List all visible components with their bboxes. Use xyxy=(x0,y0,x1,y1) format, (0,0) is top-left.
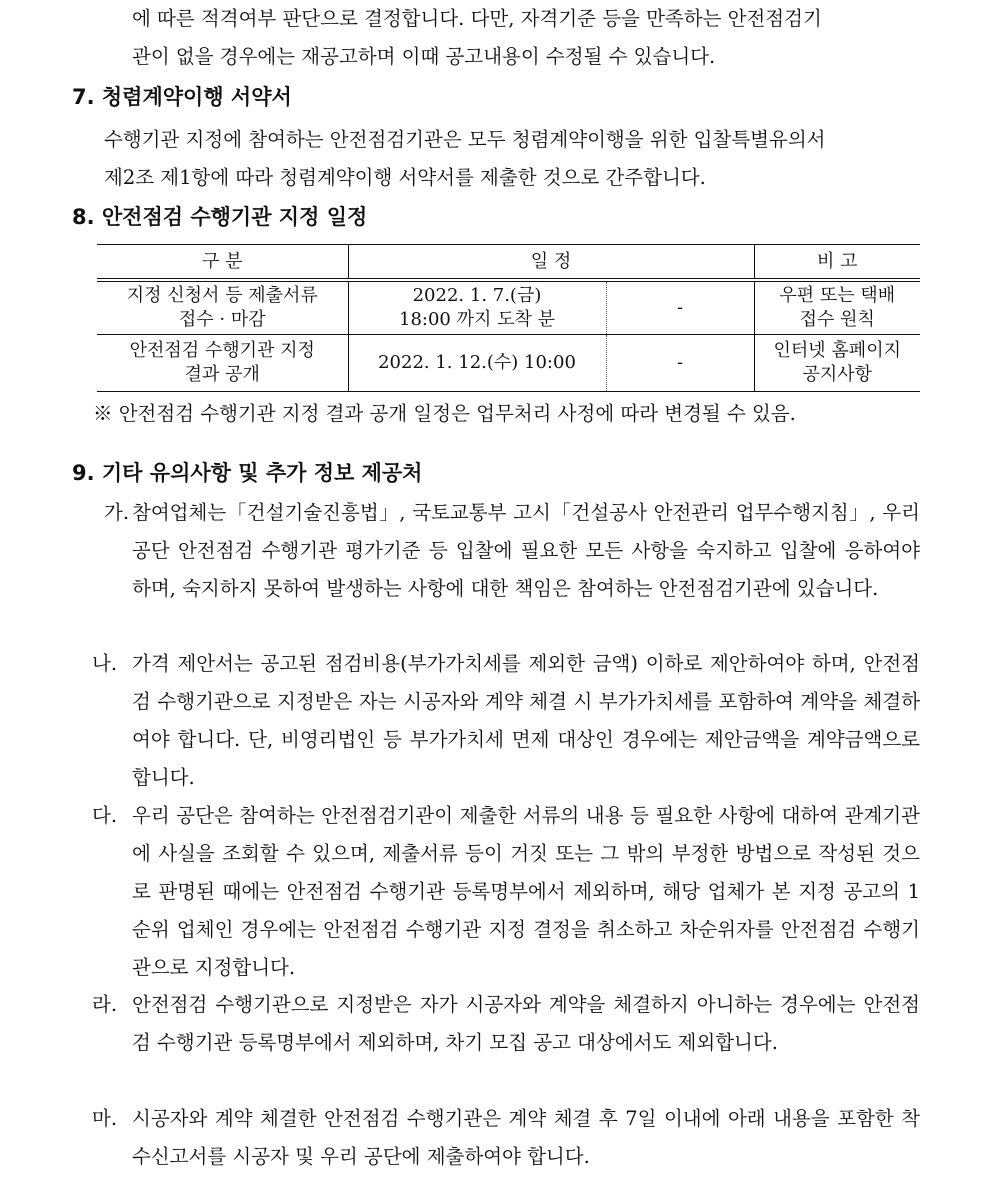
item-na-text: 가격 제안서는 공고된 점검비용(부가가치세를 제외한 금액) 이하로 제안하여야 하며, 안전점검 수행기관으로 지정받은 자는 시공자와 계약 체결 시 부가가치세를 포함하여 계약을 체결하여야 합니다. 단, 비영리법인 등 부가가치세 면제 대상인 경우에는 제안금액을 계약금액으로 합니다. xyxy=(132,652,920,789)
intro-line-2: 관이 없을 경우에는 재공고하며 이때 공고내용이 수정될 수 있습니다. xyxy=(132,45,716,68)
section-9-heading: 9. 기타 유의사항 및 추가 정보 제공처 xyxy=(72,461,423,485)
item-ra-text: 안전점검 수행기관으로 지정받은 자가 시공자와 계약을 체결하지 아니하는 경우에는 안전점검 수행기관 등록명부에서 제외하며, 차기 모집 공고 대상에서도 제외합니다. xyxy=(132,993,920,1054)
item-ra-marker: 라. xyxy=(92,993,118,1016)
section-8-heading: 8. 안전점검 수행기관 지정 일정 xyxy=(72,205,368,229)
row-1-schedule-line-1: 2022. 1. 7.(금) xyxy=(412,285,542,306)
row-1-remarks-line-2: 접수 원칙 xyxy=(799,309,875,330)
item-ga-marker: 가. xyxy=(104,501,130,524)
list-item xyxy=(92,1100,920,1176)
item-ma-text: 시공자와 계약 체결한 안전점검 수행기관은 계약 체결 후 7일 이내에 아래 내용을 포함한 착수신고서를 시공자 및 우리 공단에 제출하여야 합니다. xyxy=(132,1107,920,1168)
row-2-schedule: 2022. 1. 12.(수) 10:00 xyxy=(348,335,606,392)
section-7-line-1: 수행기관 지정에 참여하는 안전점검기관은 모두 청렴계약이행을 위한 입찰특별유의서 xyxy=(104,128,826,151)
row-2-category xyxy=(97,335,348,392)
header-remarks: 비 고 xyxy=(754,245,920,281)
item-ga-text: 참여업체는「건설기술진흥법」, 국토교통부 고시「건설공사 안전관리 업무수행지침」, 우리 공단 안전점검 수행기관 평가기준 등 입찰에 필요한 모든 사항을 숙지하고 입찰에 응하여야 하며, 숙지하지 못하여 발생하는 사항에 대한 책임은 참여하는 안전점검기관에 있습니다. xyxy=(132,501,920,600)
intro-paragraph xyxy=(132,0,922,76)
list-item xyxy=(92,797,920,987)
row-1-category-line-1: 지정 신청서 등 제출서류 xyxy=(126,285,318,306)
header-category: 구 분 xyxy=(97,245,348,281)
list-item xyxy=(92,494,920,608)
item-da-text: 우리 공단은 참여하는 안전점검기관이 제출한 서류의 내용 등 필요한 사항에 대하여 관계기관에 사실을 조회할 수 있으며, 제출서류 등이 거짓 또는 그 밖의 부정한 방법으로 작성된 것으로 판명된 때에는 안전점검 수행기관 등록명부에서 제외하며, 해당 업체가 본 지정 공고의 1순위 업체인 경우에는 안전점검 수행기관 지정 결정을 취소하고 차순위자를 안전점검 수행기관으로 지정합니다. xyxy=(132,804,920,979)
row-1-category-line-2: 접수 · 마감 xyxy=(178,309,266,330)
row-1-category xyxy=(97,280,348,335)
header-schedule: 일 정 xyxy=(348,245,754,281)
row-2-category-line-2: 결과 공개 xyxy=(184,364,260,385)
section-7-paragraph xyxy=(104,121,922,197)
row-1-remarks xyxy=(754,280,920,335)
list-item xyxy=(92,986,920,1062)
section-7-line-2: 제2조 제1항에 따라 청렴계약이행 서약서를 제출한 것으로 간주합니다. xyxy=(104,166,706,189)
row-2-dash: - xyxy=(606,335,754,392)
row-1-dash: - xyxy=(606,280,754,335)
row-2-remarks-line-1: 인터넷 홈페이지 xyxy=(773,340,901,361)
table-row xyxy=(97,280,920,335)
table-row xyxy=(97,335,920,392)
row-2-remarks xyxy=(754,335,920,392)
row-1-schedule-line-2: 18:00 까지 도착 분 xyxy=(399,309,555,330)
row-2-remarks-line-2: 공지사항 xyxy=(802,364,873,385)
item-da-marker: 다. xyxy=(92,804,118,827)
row-2-category-line-1: 안전점검 수행기관 지정 xyxy=(129,340,315,361)
schedule-note: ※ 안전점검 수행기관 지정 결과 공개 일정은 업무처리 사정에 따라 변경될 수 있음. xyxy=(93,402,796,425)
section-7-heading: 7. 청렴계약이행 서약서 xyxy=(72,85,292,109)
item-na-marker: 나. xyxy=(92,652,118,675)
item-ma-marker: 마. xyxy=(92,1107,118,1130)
schedule-table xyxy=(97,244,920,392)
schedule-table-header-row xyxy=(97,245,920,281)
row-1-remarks-line-1: 우편 또는 택배 xyxy=(779,285,896,306)
intro-line-1: 에 따른 적격여부 판단으로 결정합니다. 다만, 자격기준 등을 만족하는 안전점검기 xyxy=(132,7,822,30)
list-item xyxy=(92,645,920,797)
row-1-schedule xyxy=(348,280,606,335)
